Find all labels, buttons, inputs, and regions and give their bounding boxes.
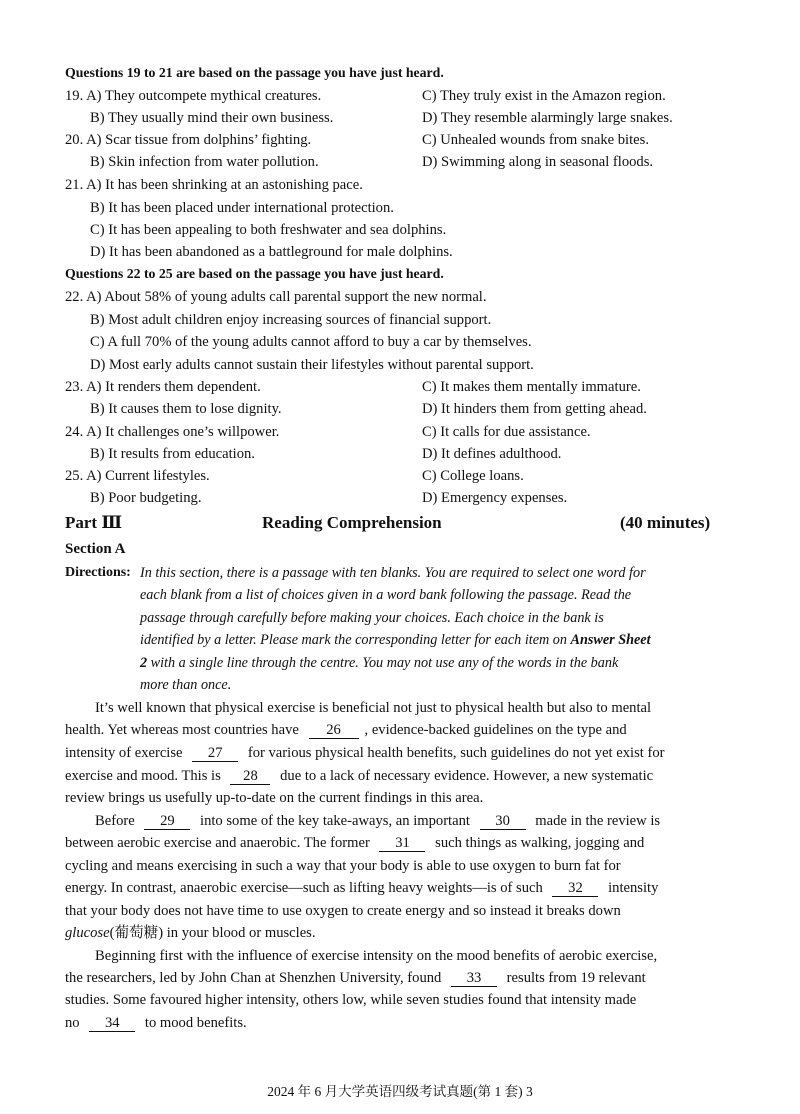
p3-line-2b: results from 19 relevant [506, 970, 646, 986]
p2-line-4a: energy. In contrast, anaerobic exercise—such as lifting heavy weights—is of such [65, 880, 543, 896]
p1-line-2a: health. Yet whereas most countries have [65, 722, 299, 738]
p1-line-4b: due to a lack of necessary evidence. However, a new systematic [280, 768, 654, 784]
directions-line-6: more than once. [140, 677, 232, 693]
q25-option-b: B) Poor budgeting. [90, 490, 202, 506]
blank-33[interactable]: 33 [451, 971, 497, 987]
p2-line-1c: made in the review is [535, 813, 661, 829]
q24-option-b: B) It results from education. [90, 446, 255, 462]
p3-line-4 [65, 1014, 247, 1032]
part-label: Part Ⅲ [65, 513, 123, 532]
directions-line-5 [140, 654, 618, 672]
part-time: (40 minutes) [620, 513, 711, 532]
q20-option-d: D) Swimming along in seasonal floods. [422, 154, 654, 170]
q25-option-d: D) Emergency expenses. [422, 490, 568, 506]
q20-option-b: B) Skin infection from water pollution. [90, 154, 319, 170]
p1-line-4a: exercise and mood. This is [65, 768, 221, 784]
q23-option-d: D) It hinders them from getting ahead. [422, 401, 647, 417]
p2-line-6 [65, 924, 316, 942]
p2-line-1 [95, 812, 660, 830]
q22-option-a: 22. A) About 58% of young adults call parental support the new normal. [65, 289, 487, 305]
blank-27[interactable]: 27 [192, 746, 238, 762]
q22-option-b: B) Most adult children enjoy increasing sources of financial support. [90, 312, 492, 328]
glucose-term: glucose [65, 925, 110, 941]
p2-line-5: that your body does not have time to use oxygen to create energy and so instead it breaks down [65, 903, 621, 919]
q25-option-a: 25. A) Current lifestyles. [65, 468, 210, 484]
p2-line-2 [65, 834, 644, 852]
q21-option-a: 21. A) It has been shrinking at an astonishing pace. [65, 177, 363, 193]
blank-30[interactable]: 30 [480, 814, 526, 830]
directions-line-3: passage through carefully before making your choices. Each choice in the bank is [140, 610, 604, 626]
p2-line-1b: into some of the key take-aways, an important [200, 813, 470, 829]
q19-option-a: 19. A) They outcompete mythical creatures. [65, 88, 322, 104]
p2-line-4 [65, 879, 658, 897]
q25-option-c: C) College loans. [422, 468, 524, 484]
p1-line-3 [65, 744, 664, 762]
q20-option-a: 20. A) Scar tissue from dolphins’ fighting. [65, 132, 312, 148]
q24-option-c: C) It calls for due assistance. [422, 424, 591, 440]
page-footer: 2024 年 6 月大学英语四级考试真题(第 1 套) 3 [267, 1084, 533, 1099]
section-label: Section A [65, 541, 126, 557]
part-title: Reading Comprehension [262, 513, 442, 532]
section-header-19-21: Questions 19 to 21 are based on the passage you have just heard. [65, 65, 444, 80]
p3-line-1: Beginning first with the influence of exercise intensity on the mood benefits of aerobic exercise, [95, 948, 658, 964]
p2-line-3: cycling and means exercising in such a way that your body is able to use oxygen to burn fat for [65, 858, 621, 874]
q20-option-c: C) Unhealed wounds from snake bites. [422, 132, 649, 148]
p2-line-6b: (葡萄糖) in your blood or muscles. [109, 925, 316, 941]
q23-option-b: B) It causes them to lose dignity. [90, 401, 282, 417]
p3-line-4b: to mood benefits. [144, 1015, 247, 1031]
q23-option-c: C) It makes them mentally immature. [422, 379, 641, 395]
q24-option-d: D) It defines adulthood. [422, 446, 562, 462]
p3-line-2 [65, 969, 646, 987]
p2-line-1a: Before [95, 813, 135, 829]
q24-option-a: 24. A) It challenges one’s willpower. [65, 424, 280, 440]
q21-option-b: B) It has been placed under international protection. [90, 200, 394, 216]
directions-label: Directions: [65, 565, 131, 580]
q22-option-c: C) A full 70% of the young adults cannot afford to buy a car by themselves. [90, 334, 532, 350]
directions-line-2: each blank from a list of choices given in a word bank following the passage. Read the [140, 587, 632, 603]
p1-line-2b: , evidence-backed guidelines on the type and [364, 722, 627, 738]
p3-line-4a: no [65, 1015, 80, 1031]
p1-line-3b: for various physical health benefits, such guidelines do not yet exist for [247, 745, 665, 761]
blank-29[interactable]: 29 [144, 814, 190, 830]
p1-line-5: review brings us usefully up-to-date on the current findings in this area. [65, 790, 484, 806]
answer-sheet-number: 2 [140, 655, 148, 671]
p1-line-3a: intensity of exercise [65, 745, 183, 761]
p1-line-4 [65, 767, 653, 785]
directions-line-4-text: identified by a letter. Please mark the corresponding letter for each item on [140, 632, 567, 648]
blank-34[interactable]: 34 [89, 1016, 135, 1032]
directions-line-1: In this section, there is a passage with ten blanks. You are required to select one word for [140, 565, 646, 581]
blank-28[interactable]: 28 [230, 769, 270, 785]
p3-line-2a: the researchers, led by John Chan at Shenzhen University, found [65, 970, 442, 986]
q21-option-d: D) It has been abandoned as a battleground for male dolphins. [90, 244, 453, 260]
q21-option-c: C) It has been appealing to both freshwater and sea dolphins. [90, 222, 447, 238]
p2-line-2a: between aerobic exercise and anaerobic. The former [65, 835, 370, 851]
directions-line-5-text: with a single line through the centre. You may not use any of the words in the bank [150, 655, 619, 671]
q19-option-d: D) They resemble alarmingly large snakes. [422, 110, 673, 126]
blank-31[interactable]: 31 [379, 836, 425, 852]
q23-option-a: 23. A) It renders them dependent. [65, 379, 261, 395]
directions-line-4 [140, 631, 651, 649]
p3-line-3: studies. Some favoured higher intensity, others low, while seven studies found that intensity made [65, 992, 637, 1008]
q19-option-c: C) They truly exist in the Amazon region. [422, 88, 666, 104]
p2-line-2b: such things as walking, jogging and [435, 835, 645, 851]
q19-option-b: B) They usually mind their own business. [90, 110, 334, 126]
p1-line-1: It’s well known that physical exercise is beneficial not just to physical health but also to mental [95, 700, 652, 716]
p1-line-2 [65, 721, 627, 739]
blank-32[interactable]: 32 [552, 881, 598, 897]
answer-sheet-ref: Answer Sheet [570, 632, 651, 648]
q22-option-d: D) Most early adults cannot sustain their lifestyles without parental support. [90, 357, 534, 373]
blank-26[interactable]: 26 [309, 723, 359, 739]
section-header-22-25: Questions 22 to 25 are based on the passage you have just heard. [65, 266, 444, 281]
p2-line-4b: intensity [608, 880, 659, 896]
